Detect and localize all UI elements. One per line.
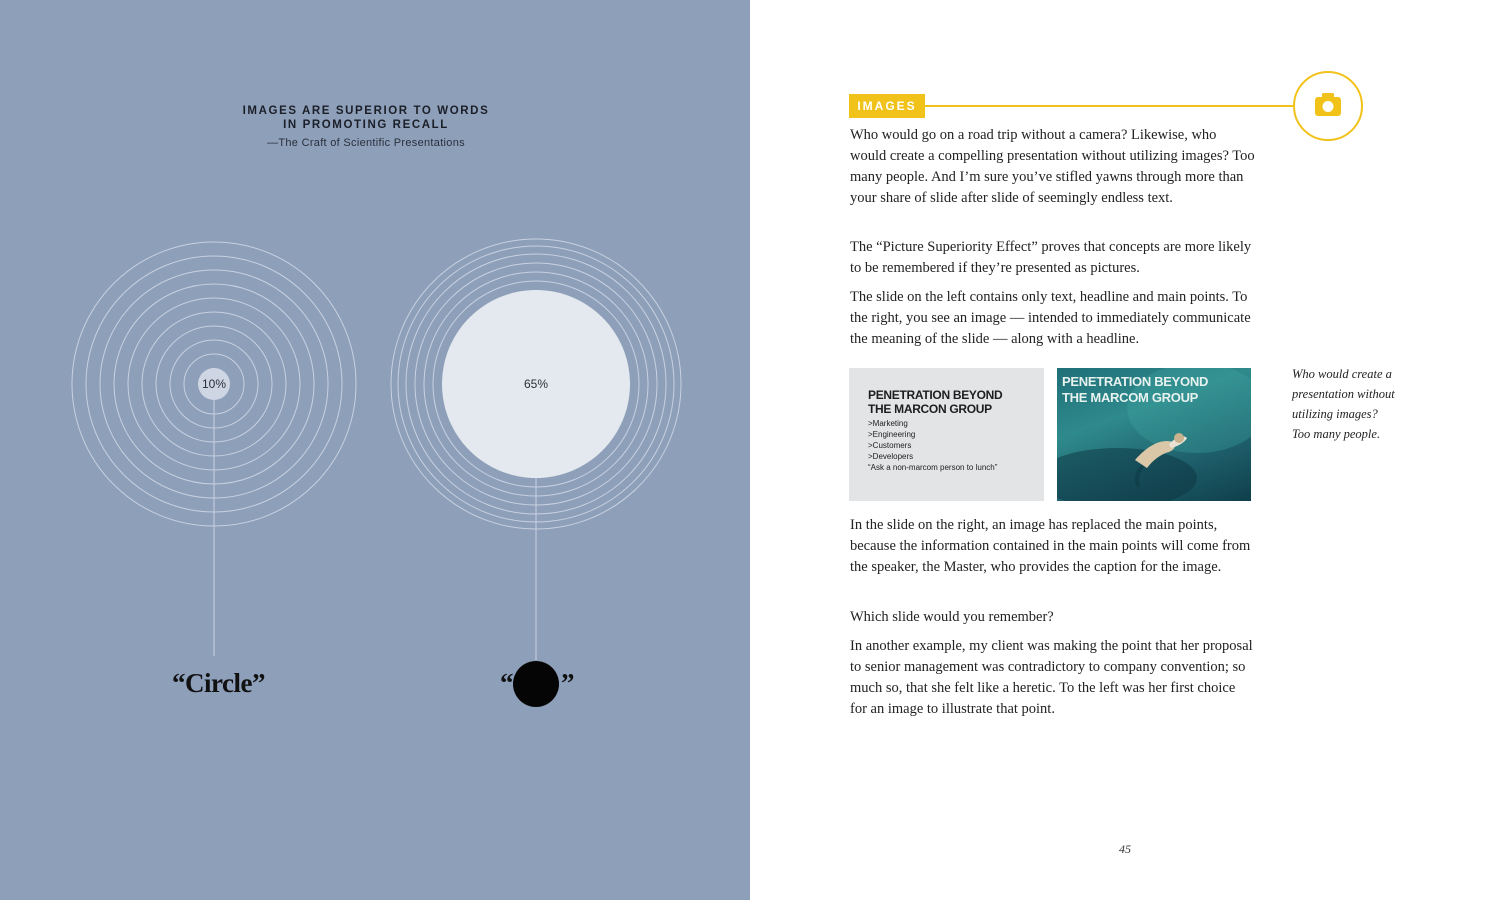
- photo-headline-line-1: PENETRATION BEYOND: [1062, 374, 1209, 389]
- paragraph-6: In another example, my client was making the point that her proposal to senior management was contradictory to company convention; so much so, that she felt like a heretic. To the left was her first choice for an image to illustrate that point.: [850, 638, 1253, 717]
- quote-close-mark: ”: [561, 668, 575, 698]
- side-note-line: presentation without: [1292, 387, 1395, 401]
- camera-icon: [1295, 73, 1361, 139]
- quote-line-1: IMAGES ARE SUPERIOR TO WORDS: [242, 105, 490, 117]
- section-tag-images: IMAGES: [849, 94, 925, 118]
- slide-bullet: >Engineering: [868, 430, 916, 439]
- quote-line-2: IN PROMOTING RECALL: [283, 119, 449, 131]
- page-number: 45: [1119, 842, 1131, 856]
- circle-word-label: “Circle”: [172, 668, 265, 698]
- right-page: [750, 0, 1500, 900]
- side-note-line: Too many people.: [1292, 427, 1381, 441]
- slide-bullet: >Customers: [868, 441, 912, 450]
- slide-headline-line-1: PENETRATION BEYOND: [868, 388, 1003, 402]
- paragraph-1: Who would go on a road trip without a camera? Likewise, who would create a compelling presentation without utilizing images? Too many people. And I’m sure you’ve stifled yawns through more than your share of slide after slide of seemingly endless text.: [850, 127, 1255, 206]
- slide-bullet: “Ask a non-marcom person to lunch”: [868, 463, 998, 472]
- paragraph-5: Which slide would you remember?: [850, 609, 1054, 625]
- paragraph-2: The “Picture Superiority Effect” proves that concepts are more likely to be remembered if they’re presented as pictures.: [850, 239, 1252, 276]
- side-note: [1292, 364, 1442, 444]
- slide-example-text: [849, 368, 1044, 501]
- percent-label-65: 65%: [523, 377, 549, 391]
- quote-open-mark: “: [500, 668, 514, 698]
- slide-bullet: >Developers: [868, 452, 914, 461]
- black-circle-word: [513, 661, 559, 707]
- quote-source: —The Craft of Scientific Presentations: [267, 137, 465, 149]
- percent-label-10: 10%: [201, 377, 227, 391]
- slide-bullet: >Marketing: [868, 419, 908, 428]
- paragraph-3: The slide on the left contains only text, headline and main points. To the right, you see an image — intended to immediately communicate the meaning of the slide — along with a headline.: [850, 289, 1251, 347]
- slide-example-image: [1057, 368, 1251, 501]
- photo-headline-line-2: THE MARCOM GROUP: [1062, 390, 1199, 405]
- slide-headline-line-2: THE MARCON GROUP: [868, 402, 992, 416]
- slide-headline: [868, 388, 1002, 416]
- camera-icon-badge: [1293, 71, 1363, 141]
- side-note-line: utilizing images?: [1292, 407, 1378, 421]
- paragraph-4: In the slide on the right, an image has replaced the main points, because the information contained in the main points will come from the speaker, the Master, who provides the caption for the image.: [850, 517, 1251, 575]
- section-rule: [925, 105, 1293, 107]
- photo-headline: [1062, 374, 1208, 406]
- side-note-line: Who would create a: [1292, 367, 1392, 381]
